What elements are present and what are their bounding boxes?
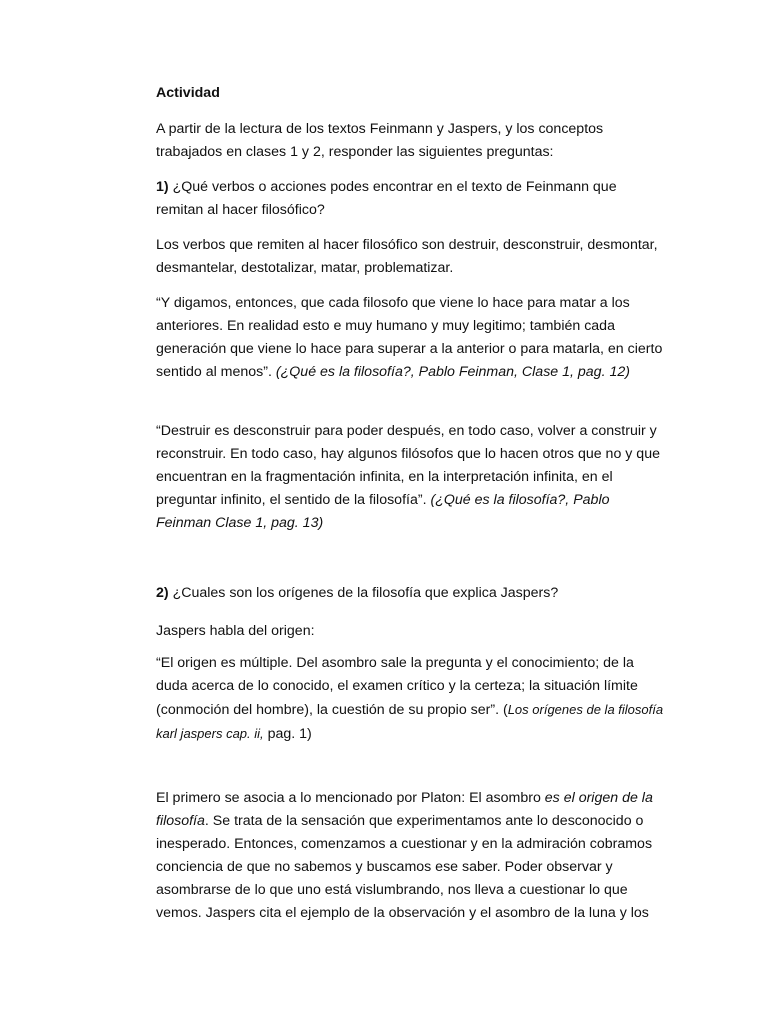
answer-2: Jaspers habla del origen: bbox=[156, 623, 315, 639]
quote-2-text: “Destruir es desconstruir para poder después, en todo caso, volver a construir y reconstruir. En todo caso, hay algunos filósofos que lo hacen otros que no y que encuentran en la fragmentación infinita, en la interpretación infinita, en el preguntar infinito, el sentido de la filosofía”. bbox=[156, 423, 660, 508]
quote-2-citation: (¿Qué es la filosofía?, Pablo Feinman Clase 1, pag. 13) bbox=[156, 492, 610, 531]
final-paragraph-start: El primero se asocia a lo mencionado por Platon: El asombro bbox=[156, 790, 545, 806]
question-2-number: 2) bbox=[156, 585, 169, 601]
answer-1: Los verbos que remiten al hacer filosófico son destruir, desconstruir, desmontar, desmantelar, destotalizar, matar, problematizar. bbox=[156, 237, 658, 276]
question-1-number: 1) bbox=[156, 179, 169, 195]
question-2-text: ¿Cuales son los orígenes de la filosofía que explica Jaspers? bbox=[168, 585, 559, 601]
activity-heading: Actividad bbox=[156, 85, 220, 101]
question-1-text: ¿Qué verbos o acciones podes encontrar en el texto de Feinmann que remitan al hacer filosófico? bbox=[156, 179, 617, 218]
quote-1 bbox=[156, 292, 666, 384]
intro-paragraph: A partir de la lectura de los textos Feinmann y Jaspers, y los conceptos trabajados en clases 1 y 2, responder las siguientes preguntas: bbox=[156, 121, 604, 160]
final-paragraph bbox=[156, 787, 666, 925]
quote-2 bbox=[156, 420, 666, 535]
final-paragraph-italic: es el origen de la filosofía bbox=[156, 790, 653, 829]
quote-3-text: “El origen es múltiple. Del asombro sale la pregunta y el conocimiento; de la duda acerca de lo conocido, el examen crítico y la certeza; la situación límite (conmoción del hombre), la cuestión de su propio ser”. ( bbox=[156, 655, 638, 718]
question-1 bbox=[156, 176, 666, 222]
quote-1-text: “Y digamos, entonces, que cada filosofo que viene lo hace para matar a los anteriores. En realidad esto e muy humano y muy legitimo; también cada generación que viene lo hace para superar a la anterior o para matarla, en cierto sentido al menos”. bbox=[156, 295, 663, 380]
quote-3 bbox=[156, 652, 666, 746]
question-2 bbox=[156, 582, 666, 605]
quote-1-citation: (¿Qué es la filosofía?, Pablo Feinman, Clase 1, pag. 12) bbox=[275, 364, 630, 380]
quote-3-source: Los orígenes de la filosofía karl jaspers cap. ii, bbox=[156, 702, 664, 741]
final-paragraph-rest: . Se trata de la sensación que experimentamos ante lo desconocido o inesperado. Entonces, comenzamos a cuestionar y en la admiración cobramos conciencia de que no sabemos y buscamos ese saber. Poder observar y asombrarse de lo que uno está vislumbrando, nos lleva a cuestionar lo que vemos. Jaspers cita el ejemplo de la observación y el asombro de la luna y los bbox=[156, 813, 653, 921]
quote-3-page: pag. 1) bbox=[263, 726, 312, 742]
